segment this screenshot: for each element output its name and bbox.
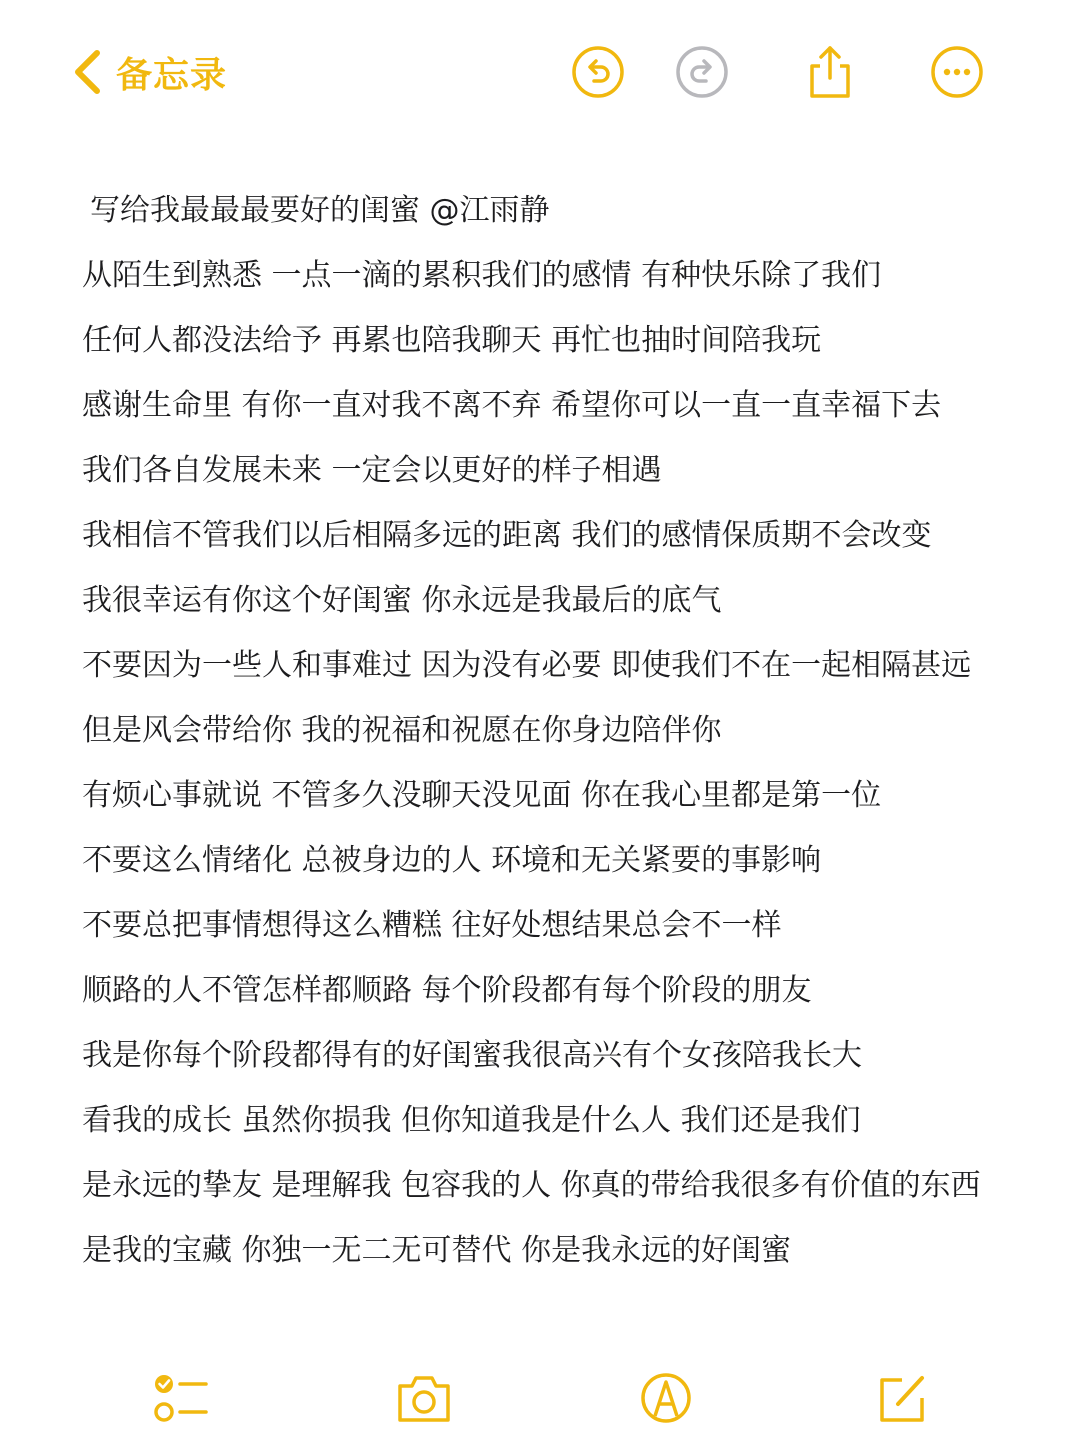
note-line: 但是风会带给你 我的祝福和祝愿在你身边陪伴你 (82, 713, 722, 748)
note-line: 任何人都没法给予 再累也陪我聊天 再忙也抽时间陪我玩 (82, 323, 822, 358)
redo-icon[interactable] (674, 44, 730, 100)
markup-icon[interactable] (636, 1370, 696, 1426)
share-icon[interactable] (802, 44, 858, 100)
note-line: 看我的成长 虽然你损我 但你知道我是什么人 我们还是我们 (82, 1103, 861, 1138)
note-line: 我们各自发展未来 一定会以更好的样子相遇 (82, 453, 662, 488)
note-line: 我是你每个阶段都得有的好闺蜜我很高兴有个女孩陪我长大 (82, 1038, 862, 1073)
note-line: 是我的宝藏 你独一无二无可替代 你是我永远的好闺蜜 (82, 1233, 792, 1268)
note-line: 我很幸运有你这个好闺蜜 你永远是我最后的底气 (82, 583, 722, 618)
note-title: 写给我最最最要好的闺蜜 @江雨静 (90, 193, 550, 228)
note-line: 有烦心事就说 不管多久没聊天没见面 你在我心里都是第一位 (82, 778, 882, 813)
chevron-left-icon (72, 49, 102, 95)
more-icon[interactable] (929, 44, 985, 100)
note-line: 我相信不管我们以后相隔多远的距离 我们的感情保质期不会改变 (82, 518, 932, 553)
note-line: 从陌生到熟悉 一点一滴的累积我们的感情 有种快乐除了我们 (82, 258, 882, 293)
note-line: 顺路的人不管怎样都顺路 每个阶段都有每个阶段的朋友 (82, 973, 812, 1008)
note-line: 不要总把事情想得这么糟糕 往好处想结果总会不一样 (82, 908, 782, 943)
back-label: 备忘录 (116, 54, 228, 96)
note-line: 不要这么情绪化 总被身边的人 环境和无关紧要的事影响 (82, 843, 822, 878)
note-line: 是永远的挚友 是理解我 包容我的人 你真的带给我很多有价值的东西 (82, 1168, 981, 1203)
bottom-toolbar (0, 1366, 1080, 1430)
top-navigation-bar (0, 0, 1080, 150)
undo-icon[interactable] (570, 44, 626, 100)
note-lines (82, 243, 1062, 1283)
note-line: 感谢生命里 有你一直对我不离不弃 希望你可以一直一直幸福下去 (82, 388, 942, 423)
camera-icon[interactable] (394, 1370, 454, 1426)
checklist-icon[interactable] (150, 1370, 210, 1426)
compose-icon[interactable] (872, 1370, 932, 1426)
note-body[interactable] (82, 178, 1062, 1283)
note-line: 不要因为一些人和事难过 因为没有必要 即使我们不在一起相隔甚远 (82, 648, 972, 683)
back-button[interactable] (72, 44, 227, 100)
